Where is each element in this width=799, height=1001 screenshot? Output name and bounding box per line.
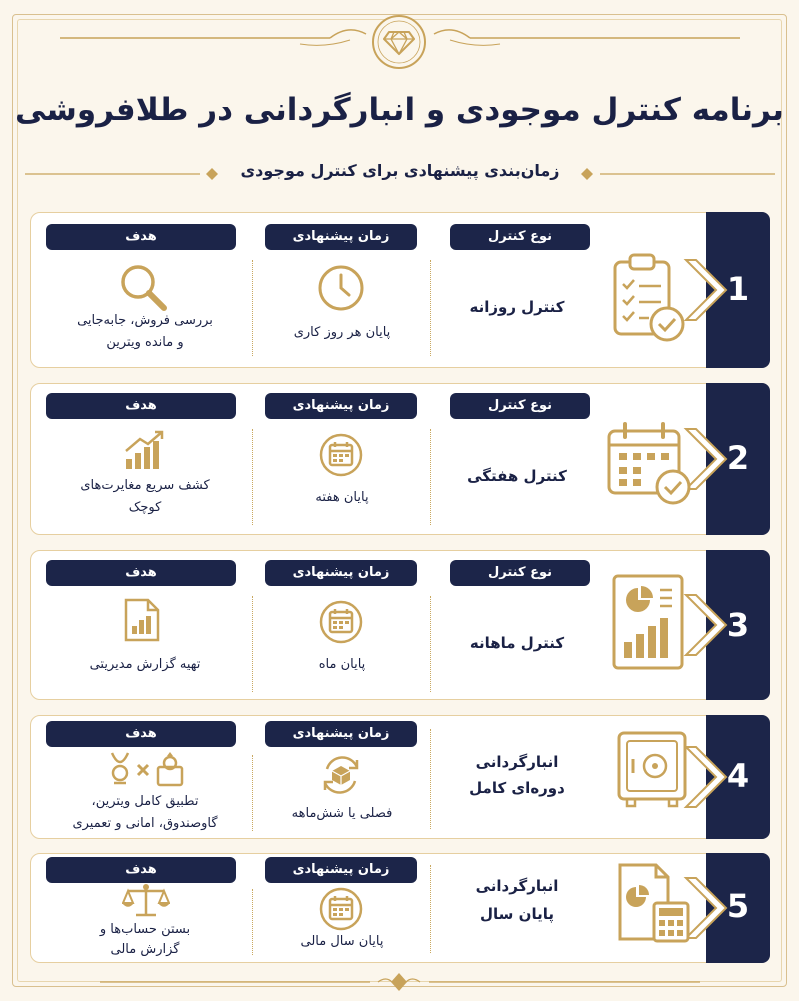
clock-icon	[317, 264, 365, 312]
goal-line-1: تطبیق کامل ویترین،	[91, 794, 199, 809]
row-year-end-inventory	[30, 853, 770, 963]
divider	[430, 429, 431, 525]
time-label-pill: زمان پیشنهادی	[265, 393, 417, 419]
calendar-icon	[319, 433, 363, 477]
clipboard-checklist-icon	[605, 250, 691, 344]
diamond-icon	[383, 30, 415, 56]
scales-icon	[122, 883, 170, 919]
footer-ornament	[0, 968, 799, 996]
divider	[430, 596, 431, 692]
goal-label-pill: هدف	[46, 224, 236, 250]
control-type: کنترل هفتگی	[467, 467, 567, 485]
suggested-time: فصلی یا شش‌ماهه	[291, 806, 393, 821]
goal-label-pill: هدف	[46, 560, 236, 586]
document-chart-icon	[122, 598, 162, 642]
goal-label-pill: هدف	[46, 393, 236, 419]
control-type-line-2: دوره‌ای کامل	[469, 779, 565, 797]
time-label-pill: زمان پیشنهادی	[265, 721, 417, 747]
row-periodic-inventory	[30, 715, 770, 839]
goal-label-pill: هدف	[46, 721, 236, 747]
type-label-pill: نوع کنترل	[450, 560, 590, 586]
safe-icon	[615, 729, 689, 809]
control-type: کنترل روزانه	[469, 298, 565, 316]
calendar-check-icon	[605, 419, 695, 509]
control-type-line-2: پایان سال	[480, 905, 554, 923]
magnifier-icon	[118, 262, 170, 314]
goal-line-2: گزارش مالی	[110, 942, 180, 957]
divider	[252, 260, 253, 356]
suggested-time: پایان هر روز کاری	[293, 325, 391, 340]
suggested-time: پایان سال مالی	[300, 934, 384, 949]
row-number: 4	[726, 757, 750, 795]
divider	[252, 889, 253, 955]
calculator-report-icon	[616, 861, 692, 945]
type-label-pill: نوع کنترل	[450, 393, 590, 419]
divider	[430, 729, 431, 829]
calendar-icon	[319, 887, 363, 931]
row-daily	[30, 212, 770, 368]
goal-line-2: کوچک	[128, 500, 162, 515]
page-subtitle: زمان‌بندی پیشنهادی برای کنترل موجودی	[240, 161, 560, 180]
growth-chart-icon	[122, 429, 166, 471]
time-label-pill: زمان پیشنهادی	[265, 224, 417, 250]
chevron-right-icon	[682, 745, 730, 809]
suggested-time: پایان ماه	[318, 657, 366, 672]
divider	[252, 596, 253, 692]
time-label-pill: زمان پیشنهادی	[265, 560, 417, 586]
row-number: 2	[726, 439, 750, 477]
row-number: 3	[726, 606, 750, 644]
time-label-pill: زمان پیشنهادی	[265, 857, 417, 883]
calendar-icon	[319, 600, 363, 644]
row-monthly	[30, 550, 770, 700]
goal-line-2: گاوصندوق، امانی و تعمیری	[72, 816, 218, 831]
divider	[430, 260, 431, 356]
report-chart-icon	[610, 572, 686, 672]
goal-line-1: بستن حساب‌ها و	[99, 922, 191, 937]
row-number: 5	[726, 887, 750, 925]
cycle-box-icon	[319, 753, 363, 797]
goal-line-2: و مانده ویترین	[106, 335, 184, 350]
control-type-line-1: انبارگردانی	[475, 753, 559, 771]
divider	[252, 755, 253, 831]
suggested-time: پایان هفته	[315, 490, 369, 505]
type-label-pill: نوع کنترل	[450, 224, 590, 250]
divider	[252, 429, 253, 525]
row-weekly	[30, 383, 770, 535]
goal-label-pill: هدف	[46, 857, 236, 883]
control-type-line-1: انبارگردانی	[475, 877, 559, 895]
jewelry-icon	[108, 749, 188, 789]
row-number: 1	[726, 270, 750, 308]
goal-line-1: تهیه گزارش مدیریتی	[89, 657, 201, 672]
chevron-right-icon	[682, 593, 730, 657]
page-title: برنامه کنترل موجودی و انبارگردانی در طلافروشی	[15, 92, 784, 128]
divider	[430, 865, 431, 953]
control-type: کنترل ماهانه	[469, 634, 565, 652]
goal-line-1: کشف سریع مغایرت‌های	[80, 478, 210, 493]
goal-line-1: بررسی فروش، جابه‌جایی	[77, 313, 213, 328]
